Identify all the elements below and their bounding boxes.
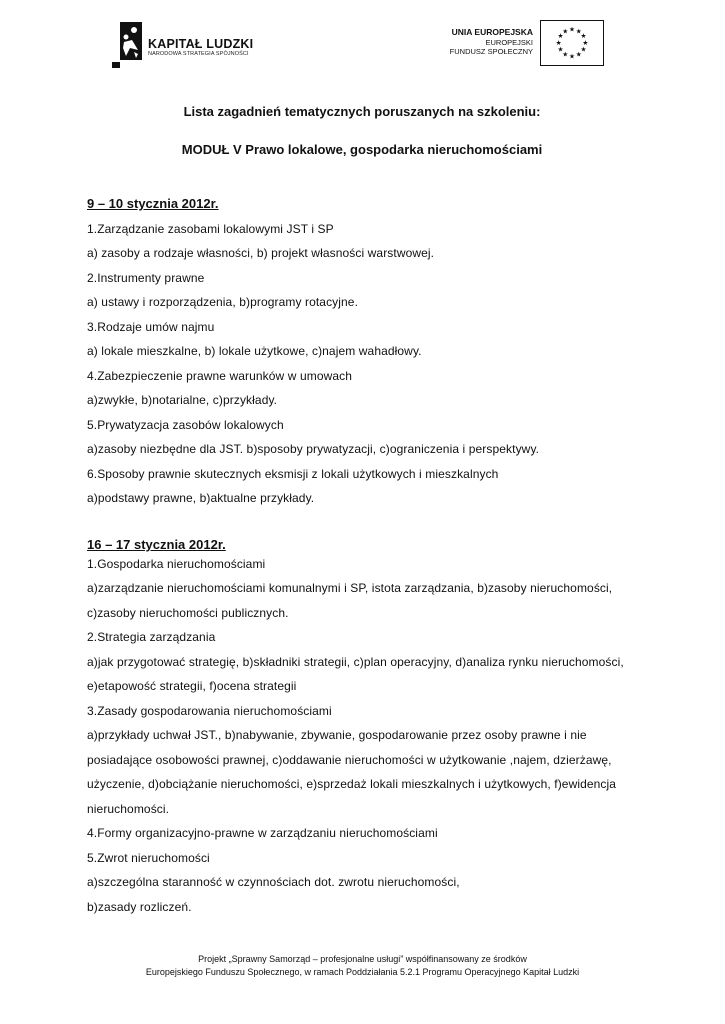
section-date-2: 16 – 17 stycznia 2012r.	[87, 537, 226, 552]
eu-line3: FUNDUSZ SPOŁECZNY	[449, 47, 533, 56]
kl-title: KAPITAŁ LUDZKI	[148, 37, 254, 51]
svg-text:★: ★	[557, 45, 564, 54]
svg-text:★: ★	[555, 38, 562, 47]
list-item: posiadające osobowości prawnej, c)oddawanie nieruchomości w użytkowanie ,najem, dzierżawę,	[87, 753, 612, 767]
list-item: e)etapowość strategii, f)ocena strategii	[87, 679, 297, 693]
list-item: 1.Zarządzanie zasobami lokalowymi JST i SP	[87, 222, 334, 236]
page-footer	[0, 953, 725, 979]
kl-subtitle: NARODOWA STRATEGIA SPÓJNOŚCI	[148, 51, 249, 57]
list-item: użyczenie, d)obciążanie nieruchomości, e)sprzedaż lokali mieszkalnych i użytkowych, f)ewidencja	[87, 777, 617, 791]
list-item: a)szczególna staranność w czynnościach dot. zwrotu nieruchomości,	[87, 875, 460, 889]
svg-text:★: ★	[582, 38, 589, 47]
svg-text:★: ★	[575, 27, 582, 36]
module-title: MODUŁ V Prawo lokalowe, gospodarka nieruchomościami	[181, 142, 543, 157]
svg-text:★: ★	[569, 52, 575, 61]
list-item: nieruchomości.	[87, 802, 170, 816]
footer-line-2: Europejskiego Funduszu Społecznego, w ramach Poddziałania 5.2.1 Programu Operacyjnego Kapitał Ludzki	[145, 967, 580, 977]
list-item: 5.Prywatyzacja zasobów lokalowych	[87, 418, 284, 432]
list-item: 2.Instrumenty prawne	[87, 271, 205, 285]
list-item: 3.Zasady gospodarowania nieruchomościami	[87, 704, 332, 718]
list-item: 5.Zwrot nieruchomości	[87, 851, 210, 865]
list-item: 3.Rodzaje umów najmu	[87, 320, 215, 334]
list-item: c)zasoby nieruchomości publicznych.	[87, 606, 289, 620]
svg-text:★: ★	[557, 32, 564, 41]
svg-text:★: ★	[562, 27, 569, 36]
list-item: a) ustawy i rozporządzenia, b)programy rotacyjne.	[87, 295, 359, 309]
svg-text:★: ★	[575, 50, 582, 59]
list-item: a)zasoby niezbędne dla JST. b)sposoby prywatyzacji, c)ograniczenia i perspektywy.	[87, 442, 540, 456]
eu-line2: EUROPEJSKI	[485, 37, 533, 47]
list-item: a)przykłady uchwał JST., b)nabywanie, zbywanie, gospodarowanie przez osoby prawne i nie	[87, 728, 587, 742]
list-item: a)podstawy prawne, b)aktualne przykłady.	[87, 491, 315, 505]
list-item: a)zwykłe, b)notarialne, c)przykłady.	[87, 393, 278, 407]
list-item: 1.Gospodarka nieruchomościami	[87, 557, 266, 571]
doc-title: Lista zagadnień tematycznych poruszanych na szkoleniu:	[183, 104, 541, 119]
svg-text:★: ★	[562, 50, 569, 59]
eu-text	[450, 28, 533, 57]
svg-text:★: ★	[580, 32, 587, 41]
list-item: a)jak przygotować strategię, b)składniki strategii, c)plan operacyjny, d)analiza rynku nieruchomości,	[87, 655, 624, 669]
eu-title: UNIA EUROPEJSKA	[451, 27, 533, 37]
list-item: 4.Zabezpieczenie prawne warunków w umowach	[87, 369, 353, 383]
list-item: a)zarządzanie nieruchomościami komunalnymi i SP, istota zarządzania, b)zasoby nieruchomości,	[87, 581, 613, 595]
kapital-ludzki-logo	[112, 22, 142, 68]
list-item: 6.Sposoby prawnie skutecznych eksmisji z lokali użytkowych i mieszkalnych	[87, 467, 499, 481]
svg-text:★: ★	[580, 45, 587, 54]
svg-text:★: ★	[569, 25, 575, 34]
section-date-1: 9 – 10 stycznia 2012r.	[87, 196, 219, 211]
list-item: a) zasoby a rodzaje własności, b) projekt własności warstwowej.	[87, 246, 435, 260]
kapital-ludzki-text	[148, 37, 253, 58]
list-item: 4.Formy organizacyjno-prawne w zarządzaniu nieruchomościami	[87, 826, 438, 840]
list-item: b)zasady rozliczeń.	[87, 900, 192, 914]
footer-line-1: Projekt „Sprawny Samorząd – profesjonalne usługi” współfinansowany ze środków	[198, 954, 527, 964]
list-item: a) lokale mieszkalne, b) lokale użytkowe, c)najem wahadłowy.	[87, 344, 422, 358]
list-item: 2.Strategia zarządzania	[87, 630, 216, 644]
page-header	[0, 0, 725, 80]
eu-flag-icon	[540, 20, 604, 66]
